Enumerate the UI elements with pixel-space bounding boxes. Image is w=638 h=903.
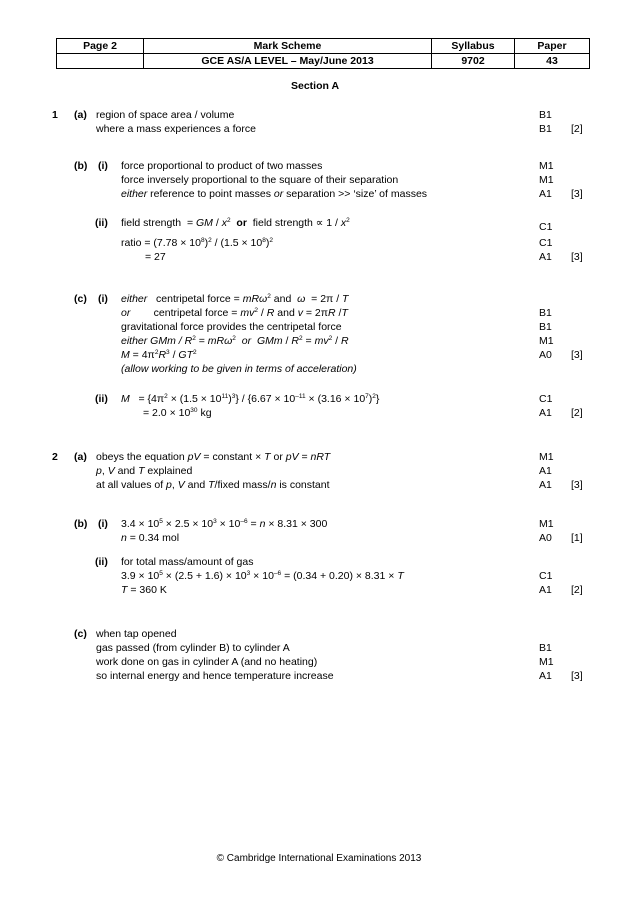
q2c-line3: work done on gas in cylinder A (and no heating)	[96, 656, 318, 668]
q1bii-mark1: C1	[539, 221, 553, 233]
q2c-mark3: A1	[539, 670, 552, 682]
q1bii-line1: field strength = GM / $x^2$ or field strength ∝ $1 / x^2$	[121, 217, 350, 229]
q1ci-line5: $M = 4\pi^2R^3 / GT^2$	[121, 349, 197, 361]
header-page: Page 2	[57, 39, 144, 54]
q2bi-mark1: M1	[539, 518, 554, 530]
q1bi-mark3: A1	[539, 188, 552, 200]
q1ci-line3: gravitational force provides the centripetal force	[121, 321, 342, 333]
header-paper-number: 43	[515, 54, 590, 69]
q2a-line3: at all values of p, V and T/fixed mass/n is constant	[96, 479, 330, 491]
q2bii-mark2: A1	[539, 584, 552, 596]
header-table	[56, 38, 590, 69]
q1cii-label: (ii)	[95, 393, 108, 405]
q2c-line4: so internal energy and hence temperature increase	[96, 670, 334, 682]
q2a-line1: obeys the equation pV = constant × T or pV = nRT	[96, 451, 331, 463]
q1ci-mark3: M1	[539, 335, 554, 347]
header-syllabus-label: Syllabus	[432, 39, 515, 54]
q2bi-total: [1]	[571, 532, 583, 544]
header-exam: GCE AS/A LEVEL – May/June 2013	[144, 54, 432, 69]
q1cii-mark2: A1	[539, 407, 552, 419]
section-title: Section A	[291, 80, 340, 92]
q2a-total: [3]	[571, 479, 583, 491]
q1cii-line1: $M = \{4\pi^2 \times (1.5 \times 10^{11})^3\} / \{6.67 \times 10^{-11} \times (3.16 \times 10^7)^2\}$	[121, 393, 380, 405]
q1ci-mark2: B1	[539, 321, 552, 333]
q1ci-line1: either centripetal force = mRω$^2$ and ω = 2π / T	[121, 293, 349, 305]
q1bi-mark2: M1	[539, 174, 554, 186]
footer-copyright: © Cambridge International Examinations 2013	[216, 853, 422, 864]
q2c-line1: when tap opened	[96, 628, 177, 640]
q2c-mark1: B1	[539, 642, 552, 654]
q2a-line2: p, V and T explained	[96, 465, 193, 477]
q1ci-line2: or centripetal force = $mv^2$ / R and v = 2πR /T	[121, 307, 348, 319]
q1-number: 1	[52, 109, 58, 121]
q1bi-line1: force proportional to product of two masses	[121, 160, 323, 172]
q2bii-mark1: C1	[539, 570, 553, 582]
q1bii-line3: = 27	[145, 251, 166, 263]
q1bii-total: [3]	[571, 251, 583, 263]
q2b-label: (b)	[74, 518, 88, 530]
q2bi-label: (i)	[98, 518, 108, 530]
q2-number: 2	[52, 451, 58, 463]
q1bii-line2: ratio = $(7.78 \times 10^8)^2 / (1.5 \times 10^8)^2$	[121, 237, 273, 249]
q1cii-mark1: C1	[539, 393, 553, 405]
q1ci-mark1: B1	[539, 307, 552, 319]
q2c-line2: gas passed (from cylinder B) to cylinder A	[96, 642, 290, 654]
q2bi-line1: $3.4 \times 10^5 \times 2.5 \times 10^3 \times 10^{-6} = n \times 8.31 \times 300$	[121, 518, 328, 530]
q2a-label: (a)	[74, 451, 87, 463]
q1a-label: (a)	[74, 109, 87, 121]
q1cii-line2: = $2.0 \times 10^{30}$ kg	[143, 407, 212, 419]
q2bi-line2: n = 0.34 mol	[121, 532, 180, 544]
q2c-label: (c)	[74, 628, 87, 640]
q2a-mark3: A1	[539, 479, 552, 491]
q1b-label: (b)	[74, 160, 88, 172]
q1ci-line6: (allow working to be given in terms of acceleration)	[121, 363, 357, 375]
q1bii-mark3: A1	[539, 251, 552, 263]
q1ci-mark4: A0	[539, 349, 552, 361]
header-paper-label: Paper	[515, 39, 590, 54]
q2bii-line1: for total mass/amount of gas	[121, 556, 254, 568]
q1a-mark2: B1	[539, 123, 552, 135]
header-empty	[57, 54, 144, 69]
q2bii-total: [2]	[571, 584, 583, 596]
q2bi-mark2: A0	[539, 532, 552, 544]
q1bii-mark2: C1	[539, 237, 553, 249]
q1bi-line3: either reference to point masses or separation >> ‘size’ of masses	[121, 188, 428, 200]
q1ci-line4: either GMm / $R^2 = mR\omega^2$ or GMm / $R^2 = mv^2 / R$	[121, 335, 349, 347]
q1a-mark1: B1	[539, 109, 552, 121]
q1a-line2: where a mass experiences a force	[96, 123, 256, 135]
q2a-mark1: M1	[539, 451, 554, 463]
q2c-total: [3]	[571, 670, 583, 682]
q1bi-label: (i)	[98, 160, 108, 172]
q2bii-line3: T = 360 K	[121, 584, 167, 596]
q2a-mark2: A1	[539, 465, 552, 477]
q1ci-label: (i)	[98, 293, 108, 305]
header-title: Mark Scheme	[144, 39, 432, 54]
q1bi-mark1: M1	[539, 160, 554, 172]
header-syllabus-code: 9702	[432, 54, 515, 69]
q1a-total: [2]	[571, 123, 583, 135]
q1a-line1: region of space area / volume	[96, 109, 235, 121]
q1c-label: (c)	[74, 293, 87, 305]
q1bii-label: (ii)	[95, 217, 108, 229]
q2bii-label: (ii)	[95, 556, 108, 568]
q1cii-total: [2]	[571, 407, 583, 419]
q1bi-line2: force inversely proportional to the square of their separation	[121, 174, 399, 186]
q2bii-line2: $3.9 \times 10^5 \times (2.5 + 1.6) \times 10^3 \times 10^{-6} = (0.34 + 0.20) \times 8.31 \times T$	[121, 570, 404, 582]
q1bi-total: [3]	[571, 188, 583, 200]
q1ci-total: [3]	[571, 349, 583, 361]
q2c-mark2: M1	[539, 656, 554, 668]
